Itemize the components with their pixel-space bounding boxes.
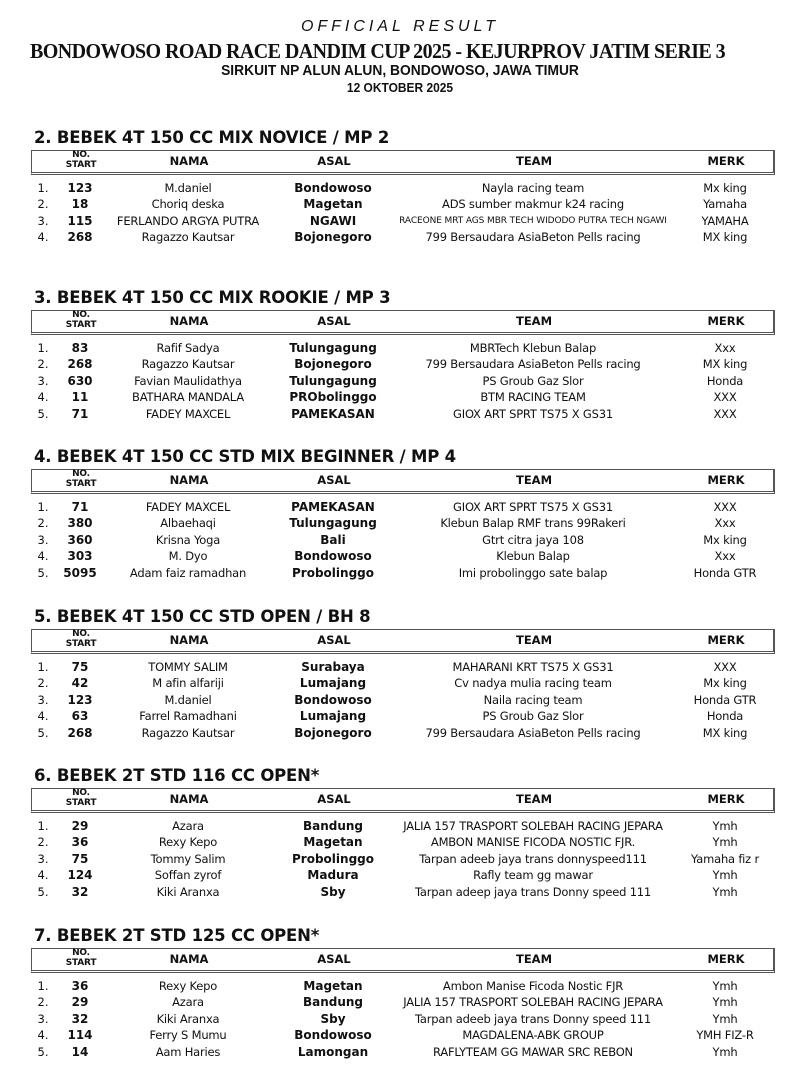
cell-rider-name: Aam Haries <box>155 1044 221 1059</box>
cell-origin: Lumajang <box>299 709 367 724</box>
cell-rider-name: TOMMY SALIM <box>148 660 228 674</box>
cell-rider-name: Kiki Aranxa <box>156 884 220 899</box>
result-section-3 <box>0 447 800 607</box>
cell-start-number: 360 <box>67 532 93 547</box>
cell-rider-name: FADEY MAXCEL <box>145 500 231 514</box>
cell-rider-name: M.daniel <box>164 692 212 707</box>
column-header-no-line1: NO. <box>72 150 90 160</box>
cell-rider-name: Krisna Yoga <box>155 532 221 547</box>
column-header-no-line2: START <box>65 320 97 330</box>
table-row <box>0 725 800 741</box>
cell-rank: 3. <box>37 692 49 707</box>
table-row <box>0 675 800 691</box>
column-header-nama: NAMA <box>169 154 209 168</box>
cell-rank: 3. <box>37 1011 49 1026</box>
cell-rank: 4. <box>37 230 49 245</box>
table-row <box>0 851 800 867</box>
cell-start-number: 42 <box>71 676 89 691</box>
cell-rank: 1. <box>37 181 49 195</box>
cell-brand: YAMAHA <box>701 213 749 228</box>
cell-origin: PAMEKASAN <box>291 500 375 514</box>
table-row <box>0 196 800 212</box>
cell-brand: Ymh <box>712 979 738 993</box>
cell-start-number: 5095 <box>63 565 97 580</box>
cell-team: PS Groub Gaz Slor <box>482 709 584 724</box>
cell-origin: Tulungagung <box>289 516 377 531</box>
table-body <box>0 340 800 422</box>
cell-team: MAHARANI KRT TS75 X GS31 <box>452 660 614 674</box>
column-header-merk: MERK <box>707 633 745 647</box>
column-header-no-start <box>66 150 97 170</box>
cell-rider-name: FERLANDO ARGYA PUTRA <box>116 213 260 228</box>
column-header-no-start <box>66 629 97 649</box>
result-section-1 <box>0 128 800 288</box>
cell-brand: XXX <box>713 390 737 405</box>
table-header <box>31 788 775 813</box>
table-body <box>0 978 800 1060</box>
cell-start-number: 14 <box>71 1044 89 1059</box>
cell-rider-name: FADEY MAXCEL <box>145 406 231 421</box>
cell-rank: 5. <box>37 406 49 421</box>
column-header-no-line1: NO. <box>72 948 90 958</box>
cell-rank: 5. <box>37 884 49 899</box>
cell-origin: Bojonegoro <box>294 725 372 740</box>
cell-origin: Bondowoso <box>294 549 372 564</box>
cell-brand: Honda GTR <box>693 692 757 707</box>
cell-start-number: 124 <box>67 868 93 883</box>
cell-rider-name: Ferry S Mumu <box>149 1028 227 1043</box>
cell-team: Tarpan adeeb jaya trans Donny speed 111 <box>414 1011 652 1026</box>
cell-rider-name: M afin alfariji <box>152 676 224 691</box>
cell-start-number: 303 <box>67 549 93 564</box>
column-header-merk: MERK <box>707 473 745 487</box>
table-row <box>0 213 800 229</box>
cell-origin: Sby <box>320 1011 346 1026</box>
table-row <box>0 867 800 883</box>
table-header <box>31 469 775 494</box>
cell-rank: 2. <box>37 197 49 212</box>
table-row <box>0 708 800 724</box>
column-header-nama: NAMA <box>169 952 209 966</box>
cell-brand: MX king <box>702 725 748 740</box>
cell-rank: 2. <box>37 516 49 531</box>
table-body <box>0 499 800 581</box>
event-date: 12 OKTOBER 2025 <box>346 80 454 95</box>
cell-origin: Lamongan <box>297 1044 369 1059</box>
table-row <box>0 180 800 196</box>
cell-origin: Lumajang <box>299 676 367 691</box>
table-row <box>0 818 800 834</box>
class-title: 3. BEBEK 4T 150 CC MIX ROOKIE / MP 3 <box>34 288 391 307</box>
cell-brand: Mx king <box>703 532 747 547</box>
cell-rank: 2. <box>37 357 49 372</box>
column-header-nama: NAMA <box>169 633 209 647</box>
result-section-5 <box>0 766 800 926</box>
cell-origin: Surabaya <box>301 660 365 674</box>
column-header-no-line1: NO. <box>72 629 90 639</box>
column-header-no-line2: START <box>65 479 97 489</box>
column-header-no-line2: START <box>65 160 97 170</box>
table-row <box>0 1011 800 1027</box>
cell-start-number: 123 <box>67 181 93 195</box>
cell-start-number: 29 <box>71 819 89 833</box>
cell-rank: 5. <box>37 725 49 740</box>
table-row <box>0 373 800 389</box>
table-row <box>0 1044 800 1060</box>
cell-rider-name: Favian Maulidathya <box>134 373 242 388</box>
table-row <box>0 229 800 245</box>
venue-line: SIRKUIT NP ALUN ALUN, BONDOWOSO, JAWA TIMUR <box>221 62 579 79</box>
cell-start-number: 36 <box>71 979 89 993</box>
column-header-asal: ASAL <box>317 952 351 966</box>
cell-start-number: 32 <box>71 884 89 899</box>
cell-brand: Honda GTR <box>693 565 757 580</box>
cell-team: GIOX ART SPRT TS75 X GS31 <box>453 500 613 514</box>
table-row <box>0 515 800 531</box>
cell-brand: Xxx <box>714 341 736 355</box>
cell-rider-name: Adam faiz ramadhan <box>129 565 247 580</box>
cell-brand: MX king <box>702 357 748 372</box>
column-header-nama: NAMA <box>169 792 209 806</box>
column-header-team: TEAM <box>515 633 553 647</box>
cell-brand: Ymh <box>712 995 738 1010</box>
column-header-team: TEAM <box>515 792 553 806</box>
cell-start-number: 75 <box>71 660 89 674</box>
cell-origin: Madura <box>307 868 359 883</box>
cell-team: 799 Bersaudara AsiaBeton Pells racing <box>425 230 641 245</box>
column-header-no-start <box>66 948 97 968</box>
cell-start-number: 268 <box>67 725 93 740</box>
cell-origin: Bandung <box>302 819 364 833</box>
cell-brand: Xxx <box>714 549 736 564</box>
table-row <box>0 406 800 422</box>
cell-brand: XXX <box>713 660 737 674</box>
cell-team: Cv nadya mulia racing team <box>454 676 612 691</box>
cell-rank: 1. <box>37 660 49 674</box>
class-title: 4. BEBEK 4T 150 CC STD MIX BEGINNER / MP 4 <box>34 447 456 466</box>
table-row <box>0 565 800 581</box>
cell-brand: Mx king <box>703 181 747 195</box>
cell-origin: PAMEKASAN <box>291 406 375 421</box>
cell-start-number: 18 <box>71 197 89 212</box>
cell-start-number: 380 <box>67 516 93 531</box>
cell-team: Rafly team gg mawar <box>473 868 593 883</box>
cell-team: Klebun Balap <box>496 549 570 564</box>
cell-brand: Ymh <box>712 868 738 883</box>
class-title: 5. BEBEK 4T 150 CC STD OPEN / BH 8 <box>34 607 371 626</box>
cell-origin: Tulungagung <box>289 373 377 388</box>
column-header-no-line2: START <box>65 958 97 968</box>
cell-team: BTM RACING TEAM <box>480 390 586 405</box>
result-section-4 <box>0 607 800 767</box>
table-row <box>0 340 800 356</box>
cell-brand: MX king <box>702 230 748 245</box>
column-header-no-line1: NO. <box>72 310 90 320</box>
cell-brand: YMH FIZ-R <box>696 1028 754 1043</box>
cell-start-number: 32 <box>71 1011 89 1026</box>
column-header-asal: ASAL <box>317 473 351 487</box>
cell-rank: 3. <box>37 532 49 547</box>
column-header-no-line2: START <box>65 798 97 808</box>
table-row <box>0 499 800 515</box>
cell-rank: 3. <box>37 213 49 228</box>
column-header-team: TEAM <box>515 314 553 328</box>
class-title: 6. BEBEK 2T STD 116 CC OPEN* <box>34 766 320 785</box>
cell-rider-name: Tommy Salim <box>150 851 226 866</box>
cell-team: 799 Bersaudara AsiaBeton Pells racing <box>425 357 641 372</box>
cell-rank: 1. <box>37 341 49 355</box>
cell-start-number: 11 <box>71 390 89 405</box>
cell-rider-name: Farrel Ramadhani <box>139 709 237 724</box>
column-header-no-line1: NO. <box>72 788 90 798</box>
cell-origin: NGAWI <box>309 213 357 228</box>
event-title: BONDOWOSO ROAD RACE DANDIM CUP 2025 - KEJURPROV JATIM SERIE 3 <box>30 39 726 63</box>
cell-rider-name: Ragazzo Kautsar <box>141 230 235 245</box>
column-header-merk: MERK <box>707 154 745 168</box>
cell-rank: 4. <box>37 1028 49 1043</box>
table-row <box>0 834 800 850</box>
table-body <box>0 818 800 900</box>
result-section-2 <box>0 288 800 448</box>
cell-brand: Mx king <box>703 676 747 691</box>
table-body <box>0 659 800 741</box>
cell-start-number: 83 <box>71 341 89 355</box>
cell-rider-name: M. Dyo <box>168 549 208 564</box>
cell-origin: Bojonegoro <box>294 357 372 372</box>
cell-brand: Ymh <box>712 835 738 850</box>
cell-start-number: 268 <box>67 357 93 372</box>
cell-start-number: 115 <box>67 213 93 228</box>
cell-team: Tarpan adeep jaya trans Donny speed 111 <box>414 884 652 899</box>
result-section-6 <box>0 926 800 1086</box>
cell-start-number: 71 <box>71 500 89 514</box>
cell-origin: Tulungagung <box>289 341 377 355</box>
cell-team: MBRTech Klebun Balap <box>469 341 597 355</box>
cell-rider-name: Ragazzo Kautsar <box>141 357 235 372</box>
cell-rank: 4. <box>37 709 49 724</box>
table-header <box>31 310 775 335</box>
cell-rank: 5. <box>37 565 49 580</box>
cell-brand: Yamaha <box>703 197 747 212</box>
cell-origin: Magetan <box>303 835 363 850</box>
cell-rider-name: Choriq deska <box>151 197 225 212</box>
column-header-no-start <box>66 469 97 489</box>
cell-rider-name: Azara <box>172 819 204 833</box>
column-header-team: TEAM <box>515 154 553 168</box>
column-header-asal: ASAL <box>317 792 351 806</box>
cell-origin: Magetan <box>303 979 363 993</box>
table-row <box>0 389 800 405</box>
cell-origin: Probolinggo <box>292 565 374 580</box>
cell-rank: 4. <box>37 868 49 883</box>
cell-team: Klebun Balap RMF trans 99Rakeri <box>440 516 626 531</box>
column-header-team: TEAM <box>515 473 553 487</box>
cell-rank: 3. <box>37 373 49 388</box>
table-row <box>0 532 800 548</box>
cell-origin: Bojonegoro <box>294 230 372 245</box>
cell-rank: 5. <box>37 1044 49 1059</box>
class-title: 7. BEBEK 2T STD 125 CC OPEN* <box>34 926 320 945</box>
cell-origin: Magetan <box>303 197 363 212</box>
column-header-merk: MERK <box>707 314 745 328</box>
cell-rider-name: Azara <box>172 995 204 1010</box>
cell-team: JALIA 157 TRASPORT SOLEBAH RACING JEPARA <box>403 995 663 1010</box>
column-header-merk: MERK <box>707 792 745 806</box>
cell-rider-name: Ragazzo Kautsar <box>141 725 235 740</box>
cell-origin: Bondowoso <box>294 692 372 707</box>
cell-team: MAGDALENA-ABK GROUP <box>462 1028 604 1043</box>
column-header-no-line1: NO. <box>72 469 90 479</box>
cell-start-number: 29 <box>71 995 89 1010</box>
column-header-asal: ASAL <box>317 633 351 647</box>
cell-team: AMBON MANISE FICODA NOSTIC FJR. <box>430 835 636 850</box>
cell-brand: Ymh <box>712 1011 738 1026</box>
column-header-team: TEAM <box>515 952 553 966</box>
table-row <box>0 994 800 1010</box>
cell-origin: Bandung <box>302 995 364 1010</box>
cell-team: RAFLYTEAM GG MAWAR SRC REBON <box>433 1044 633 1059</box>
cell-start-number: 123 <box>67 692 93 707</box>
cell-team: Nayla racing team <box>481 181 585 195</box>
table-header <box>31 150 775 175</box>
cell-rider-name: Rafif Sadya <box>156 341 220 355</box>
table-row <box>0 356 800 372</box>
table-header <box>31 629 775 654</box>
cell-rider-name: Rexy Kepo <box>158 835 218 850</box>
cell-origin: Bali <box>320 532 346 547</box>
cell-brand: Honda <box>706 373 744 388</box>
cell-start-number: 36 <box>71 835 89 850</box>
cell-brand: Ymh <box>712 1044 738 1059</box>
table-row <box>0 978 800 994</box>
cell-team: Imi probolinggo sate balap <box>458 565 608 580</box>
table-body <box>0 180 800 246</box>
column-header-no-start <box>66 310 97 330</box>
cell-rank: 2. <box>37 676 49 691</box>
table-header <box>31 948 775 973</box>
cell-rank: 1. <box>37 500 49 514</box>
cell-team: GIOX ART SPRT TS75 X GS31 <box>453 406 613 421</box>
cell-brand: XXX <box>713 406 737 421</box>
cell-team: Gtrt citra jaya 108 <box>482 532 584 547</box>
cell-rank: 4. <box>37 549 49 564</box>
cell-team: RACEONE MRT AGS MBR TECH WIDODO PUTRA TECH NGAWI <box>399 215 667 226</box>
column-header-no-start <box>66 788 97 808</box>
cell-rider-name: Rexy Kepo <box>158 979 218 993</box>
cell-origin: Bondowoso <box>294 1028 372 1043</box>
cell-brand: Ymh <box>712 884 738 899</box>
table-row <box>0 1027 800 1043</box>
cell-rank: 1. <box>37 979 49 993</box>
cell-rank: 2. <box>37 995 49 1010</box>
column-header-asal: ASAL <box>317 154 351 168</box>
cell-brand: Xxx <box>714 516 736 531</box>
cell-team: PS Groub Gaz Slor <box>482 373 584 388</box>
column-header-merk: MERK <box>707 952 745 966</box>
cell-origin: PRObolinggo <box>289 390 377 405</box>
cell-rider-name: BATHARA MANDALA <box>132 390 244 405</box>
cell-start-number: 630 <box>67 373 93 388</box>
cell-start-number: 114 <box>67 1028 93 1043</box>
cell-brand: Honda <box>706 709 744 724</box>
cell-start-number: 71 <box>71 406 89 421</box>
cell-origin: Probolinggo <box>292 851 374 866</box>
cell-team: Naila racing team <box>483 692 583 707</box>
cell-brand: Yamaha fiz r <box>691 851 759 866</box>
cell-rank: 4. <box>37 390 49 405</box>
cell-team: ADS sumber makmur k24 racing <box>442 197 624 212</box>
table-row <box>0 659 800 675</box>
table-row <box>0 884 800 900</box>
cell-start-number: 268 <box>67 230 93 245</box>
cell-rank: 2. <box>37 835 49 850</box>
cell-brand: XXX <box>713 500 737 514</box>
cell-rider-name: M.daniel <box>164 181 212 195</box>
table-row <box>0 692 800 708</box>
class-title: 2. BEBEK 4T 150 CC MIX NOVICE / MP 2 <box>34 128 390 147</box>
cell-start-number: 63 <box>71 709 89 724</box>
cell-brand: Ymh <box>712 819 738 833</box>
cell-team: Tarpan adeeb jaya trans donnyspeed111 <box>419 851 647 866</box>
document-kicker: OFFICIAL RESULT <box>300 18 500 35</box>
cell-origin: Bondowoso <box>294 181 372 195</box>
table-row <box>0 548 800 564</box>
cell-team: 799 Bersaudara AsiaBeton Pells racing <box>425 725 641 740</box>
cell-rider-name: Kiki Aranxa <box>156 1011 220 1026</box>
cell-rider-name: Albaehaqi <box>160 516 216 531</box>
column-header-asal: ASAL <box>317 314 351 328</box>
cell-origin: Sby <box>320 884 346 899</box>
cell-team: Ambon Manise Ficoda Nostic FJR <box>442 979 624 993</box>
column-header-nama: NAMA <box>169 473 209 487</box>
column-header-no-line2: START <box>65 639 97 649</box>
cell-team: JALIA 157 TRASPORT SOLEBAH RACING JEPARA <box>403 819 663 833</box>
cell-rider-name: Soffan zyrof <box>154 868 222 883</box>
cell-rank: 3. <box>37 851 49 866</box>
cell-start-number: 75 <box>71 851 89 866</box>
cell-rank: 1. <box>37 819 49 833</box>
column-header-nama: NAMA <box>169 314 209 328</box>
